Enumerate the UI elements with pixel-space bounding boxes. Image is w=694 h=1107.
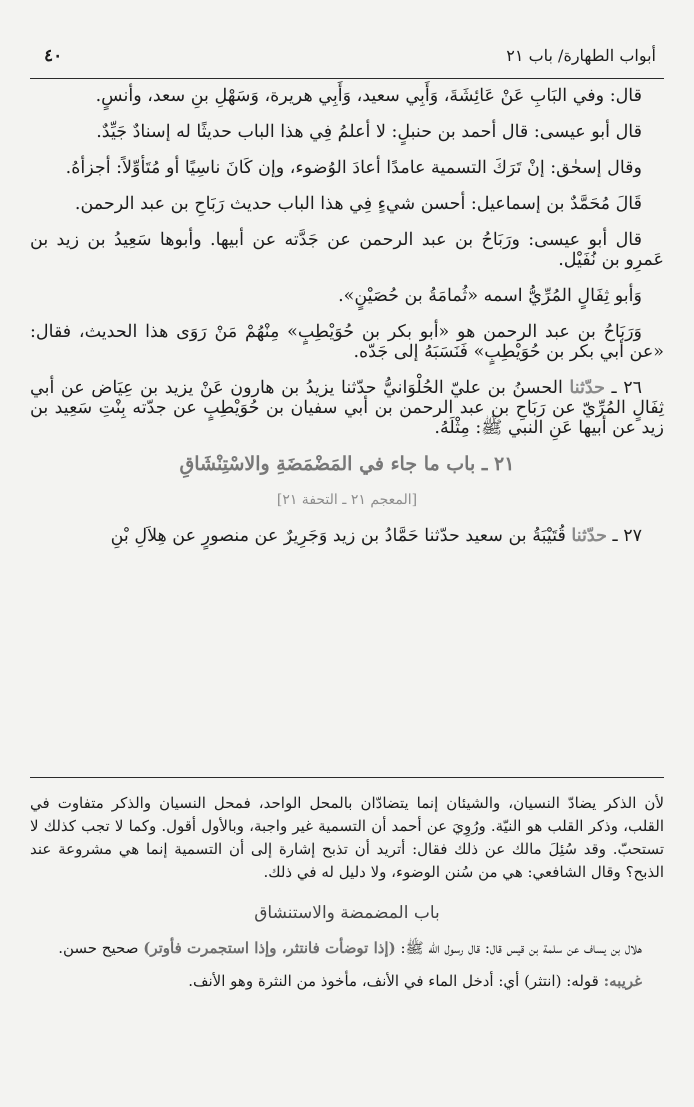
page-number: ٤٠ bbox=[44, 46, 63, 66]
hadith-number: ٢٧ ـ bbox=[612, 526, 642, 546]
note-1: لأن الذكر يضادّ النسيان، والشيئان إنما يتضادّان بالمحل الواحد، فمحل النسيان والذكر متفاوت في القلب، وذكر القلب هو النيّة. ورُوِيَ عن أحمد أن التسمية غير واجبة، وبالأول أقول. وكما لا تجب كذلك لا تستحبّ. وقد سُئِلَ مالك عن ذلك فقال: أتريد أن تذبح إشارة إلى أن التسمية إنما هي مشروعة عند الذبح؟ وقال الشافعي: هي من سُنن الوضوء، ولا دليل له في ذلك. bbox=[30, 794, 664, 881]
hadith-text: الحسنُ بن عليّ الحُلْوَانيُّ حدّثنا يزيدُ بن هارون عَنْ يزيد بن عِيَاض عن أبي ثِفَالٍ المُرِّيّ عن رَبَاحِ بن عبد الرحمن بن أبي سفيان بن حُوَيْطِبٍ عن جدّته بِنْتِ سَعِيد بن زيد عن أبيها عَنِ النبي ﷺ: مِثْلَهُ. bbox=[30, 378, 664, 438]
footnote-divider bbox=[30, 777, 664, 778]
paragraph-3: وقال إسحٰق: إنْ تَرَكَ التسمية عامدًا أعادَ الوُضوء، وإن كَانَ ناسِيًا أو مُتَأوِّلاً: أجزأهُ. bbox=[65, 158, 642, 178]
note-3 bbox=[30, 970, 664, 993]
hadith-keyword: حدّثنا bbox=[569, 378, 605, 398]
hadith-27 bbox=[30, 526, 664, 546]
hadith-number: ٢٦ ـ bbox=[611, 378, 642, 398]
main-text bbox=[30, 86, 664, 562]
chapter-reference: [المعجم ٢١ ـ التحفة ٢١] bbox=[276, 492, 418, 508]
note-2-grade: صحيح حسن. bbox=[58, 939, 139, 957]
paragraph-6: وَأبو ثِفَالٍ المُرِّيُّ اسمه «ثُمامَةُ بن حُصَيْنٍ». bbox=[338, 286, 642, 306]
note-2-text: هلال بن يساف عن سلمة بن قيس قال: قال رسول الله ﷺ: bbox=[400, 939, 642, 957]
paragraph-7: وَرَبَاحُ بن عبد الرحمن هو «أبو بكر بن حُوَيْطِبٍ» مِنْهُمْ مَنْ رَوَى هذا الحديث، فقال: «عن أبي بكر بن حُوَيْطِبٍ» فَنَسَبَهُ إلى جَدّه. bbox=[30, 322, 664, 362]
footnotes bbox=[30, 792, 664, 993]
note-3-text: قوله: (انتثر) أي: أدخل الماء في الأنف، مأخوذ من النثرة وهو الأنف. bbox=[188, 972, 599, 990]
page-header bbox=[30, 38, 664, 79]
running-title: أبواب الطهارة/ باب ٢١ bbox=[506, 46, 656, 65]
hadith-keyword: حدّثنا bbox=[571, 526, 607, 546]
hadith-26 bbox=[30, 378, 664, 438]
note-2 bbox=[30, 937, 664, 960]
note-3-label: غريبه: bbox=[603, 972, 642, 990]
chapter-title: ٢١ ـ باب ما جاء في المَضْمَضَةِ والاسْتِنْشَاقِ bbox=[179, 453, 515, 475]
hadith-text: قُتَيْبَةُ بن سعيد حدّثنا حَمَّادُ بن زيد وَجَرِيرٌ عن منصورٍ عن هِلاَلِ بْنِ bbox=[110, 526, 566, 546]
paragraph-5: قال أبو عيسى: ورَبَاحُ بن عبد الرحمن عن جَدَّته عن أبيها. وأبوها سَعِيدُ بن زيد بن عَمرِو بن نُفَيْل. bbox=[30, 230, 664, 270]
note-heading: باب المضمضة والاستنشاق bbox=[254, 903, 440, 923]
paragraph-1: قال: وفي البَابِ عَنْ عَائِشَةَ، وَأَبِي سعيد، وَأَبِي هريرة، وَسَهْلِ بنِ سعد، وأنسٍ. bbox=[95, 86, 642, 106]
note-2-quote: (إذا توضأت فانتثر، وإذا استجمرت فأوتر) bbox=[143, 939, 396, 957]
paragraph-4: قَالَ مُحَمَّدٌ بن إسماعيل: أحسن شيءٍ فِي هذا الباب حديث رَبَاحِ بن عبد الرحمن. bbox=[74, 194, 642, 214]
paragraph-2: قال أبو عيسى: قال أحمد بن حنبلٍ: لا أعلمُ فِي هذا الباب حديثًا له إسنادٌ جَيِّدٌ. bbox=[96, 122, 642, 142]
